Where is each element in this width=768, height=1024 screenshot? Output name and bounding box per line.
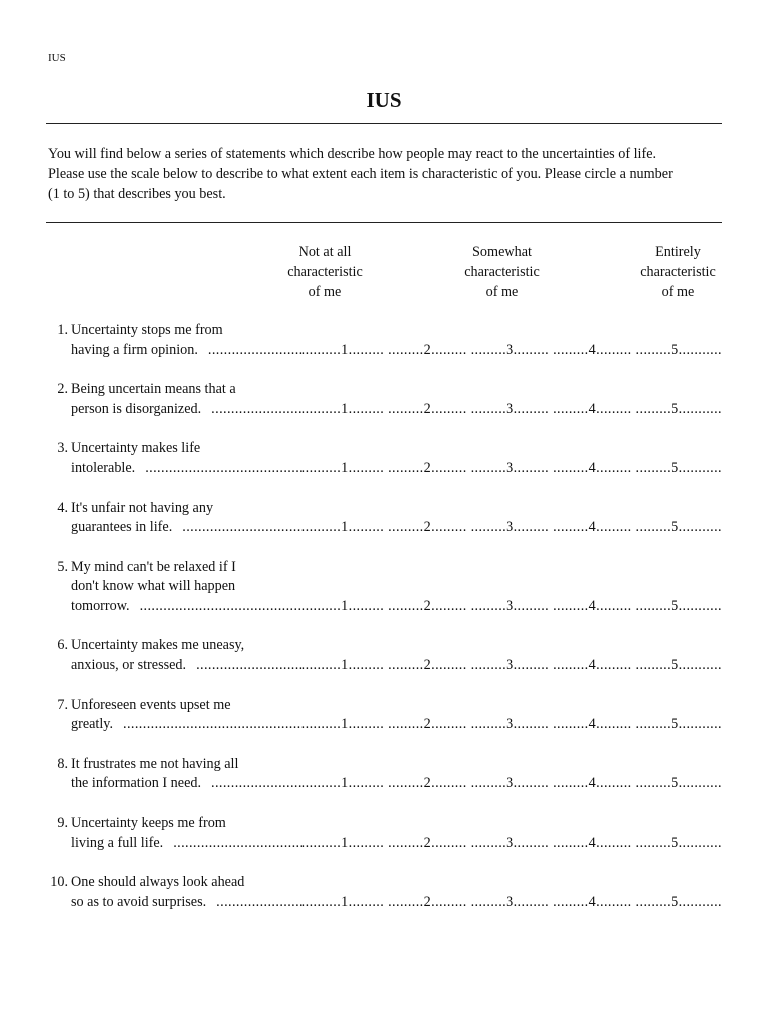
rating-scale[interactable]: ..........1......... .........2......... .........3......... .........4......... .........5...........	[301, 893, 722, 910]
page-title: IUS	[366, 88, 402, 112]
item-number: 5.	[57, 558, 68, 575]
item-text-line: Being uncertain means that a	[71, 381, 236, 398]
scale-anchor-line: Entirely	[655, 244, 701, 260]
instructions-line: You will find below a series of statements which describe how people may react to the uncertainties of life.	[48, 146, 657, 162]
item-number: 2.	[57, 381, 68, 398]
scale-anchor-line: of me	[485, 284, 519, 300]
item-rating-line	[71, 774, 722, 794]
rating-scale[interactable]: ..........1......... .........2......... .........3......... .........4......... .........5...........	[301, 834, 722, 851]
scale-anchor-not-at-all	[255, 242, 395, 302]
instructions-line: Please use the scale below to describe to what extent each item is characteristic of you. Please circle a number	[48, 166, 673, 182]
item-text-line: One should always look ahead	[71, 874, 245, 891]
top-divider	[46, 123, 722, 124]
scale-anchor-line: of me	[661, 284, 695, 300]
dot-leader	[182, 518, 301, 538]
questionnaire-item	[0, 499, 768, 558]
item-text-line: don't know what will happen	[71, 578, 236, 595]
questionnaire-item	[0, 321, 768, 380]
item-text-line: the information I need.	[71, 775, 202, 792]
questionnaire-item	[0, 873, 768, 932]
item-rating-line	[71, 715, 722, 735]
item-rating-line	[71, 834, 722, 854]
dot-leader	[211, 400, 302, 420]
item-text-line: anxious, or stressed.	[71, 656, 187, 673]
item-text-line: living a full life.	[71, 834, 164, 851]
dot-leader	[140, 597, 302, 617]
item-text-line: so as to avoid surprises.	[71, 893, 207, 910]
running-head: IUS	[48, 52, 66, 64]
questionnaire-item	[0, 558, 768, 637]
item-number: 3.	[57, 440, 68, 457]
item-text-line: greatly.	[71, 716, 114, 733]
rating-scale[interactable]: ..........1......... .........2......... .........3......... .........4......... .........5...........	[301, 519, 722, 536]
item-text-line: guarantees in life.	[71, 519, 173, 536]
rating-scale[interactable]: ..........1......... .........2......... .........3......... .........4......... .........5...........	[301, 597, 722, 614]
item-text-line: Unforeseen events upset me	[71, 696, 231, 713]
scale-anchor-line: Somewhat	[472, 244, 532, 260]
dot-leader	[211, 774, 302, 794]
item-number: 6.	[57, 637, 68, 654]
item-number: 8.	[57, 755, 68, 772]
item-list	[0, 321, 768, 932]
questionnaire-item	[0, 439, 768, 498]
dot-leader	[123, 715, 302, 735]
instructions-line: (1 to 5) that describes you best.	[48, 186, 226, 202]
item-text-line: It's unfair not having any	[71, 499, 214, 516]
questionnaire-item	[0, 814, 768, 873]
item-number: 9.	[57, 815, 68, 831]
item-rating-line	[71, 893, 722, 913]
item-number: 1.	[57, 322, 68, 338]
rating-scale[interactable]: ..........1......... .........2......... .........3......... .........4......... .........5...........	[301, 775, 722, 792]
questionnaire-item	[0, 380, 768, 439]
dot-leader	[216, 893, 302, 913]
item-text-line: person is disorganized.	[71, 400, 202, 417]
dot-leader	[173, 834, 301, 854]
item-rating-line	[71, 656, 722, 676]
item-text-line: My mind can't be relaxed if I	[71, 558, 236, 575]
scale-anchor-line: of me	[308, 284, 342, 300]
rating-scale[interactable]: ..........1......... .........2......... .........3......... .........4......... .........5...........	[301, 656, 722, 673]
item-text-line: Uncertainty makes life	[71, 440, 201, 457]
item-text-line: Uncertainty makes me uneasy,	[71, 637, 245, 654]
item-rating-line	[71, 597, 722, 617]
rating-scale[interactable]: ..........1......... .........2......... .........3......... .........4......... .........5...........	[301, 459, 722, 476]
item-text-line: Uncertainty keeps me from	[71, 815, 226, 831]
rating-scale[interactable]: ..........1......... .........2......... .........3......... .........4......... .........5...........	[301, 716, 722, 733]
questionnaire-item	[0, 636, 768, 695]
scale-anchor-line: characteristic	[287, 264, 363, 280]
item-rating-line	[71, 400, 722, 420]
questionnaire-item	[0, 696, 768, 755]
dot-leader	[145, 459, 301, 479]
item-text-line: It frustrates me not having all	[71, 755, 239, 772]
item-number: 10.	[50, 874, 68, 891]
rating-scale[interactable]: ..........1......... .........2......... .........3......... .........4......... .........5...........	[301, 400, 722, 417]
instructions	[48, 144, 724, 204]
item-text-line: tomorrow.	[71, 597, 130, 614]
scale-anchor-entirely	[608, 242, 748, 302]
questionnaire-item	[0, 755, 768, 814]
instructions-divider	[46, 222, 722, 223]
dot-leader	[196, 656, 302, 676]
dot-leader	[208, 341, 302, 361]
item-text-line: intolerable.	[71, 459, 136, 476]
item-rating-line	[71, 459, 722, 479]
item-number: 4.	[57, 499, 68, 516]
scale-anchor-line: characteristic	[464, 264, 540, 280]
item-text-line: Uncertainty stops me from	[71, 322, 223, 338]
rating-scale[interactable]: ..........1......... .........2......... .........3......... .........4......... .........5...........	[301, 341, 722, 358]
scale-anchor-line: characteristic	[640, 264, 716, 280]
item-text-line: having a firm opinion.	[71, 341, 198, 358]
item-rating-line	[71, 518, 722, 538]
scale-anchor-line: Not at all	[298, 244, 352, 260]
item-number: 7.	[57, 696, 68, 713]
item-rating-line	[71, 341, 722, 361]
scale-anchor-somewhat	[432, 242, 572, 302]
